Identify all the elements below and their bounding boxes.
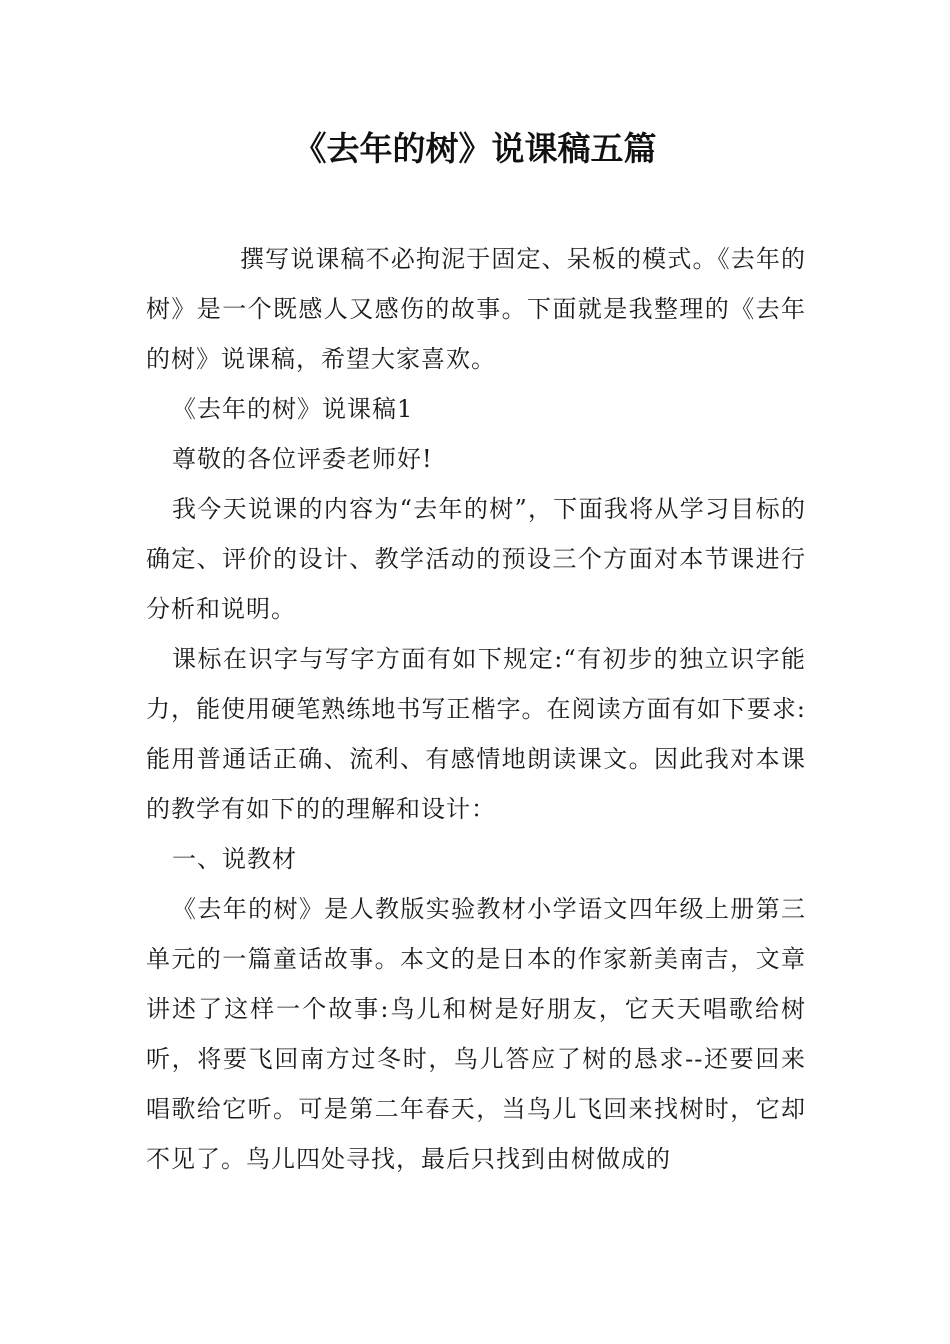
textbook-paragraph: 《去年的树》是人教版实验教材小学语文四年级上册第三单元的一篇童话故事。本文的是日本的作家新美南吉，文章讲述了这样一个故事:鸟儿和树是好朋友，它天天唱歌给树听，将要飞回南方过冬时，鸟儿答应了树的恳求--还要回来唱歌给它听。可是第二年春天，当鸟儿飞回来找树时，它却不见了。鸟儿四处寻找，最后只找到由树做成的 — [146, 895, 806, 1173]
intro-paragraph: 撰写说课稿不必拘泥于固定、呆板的模式。《去年的树》是一个既感人又感伤的故事。下面就是我整理的《去年的树》说课稿，希望大家喜欢。 — [146, 245, 806, 373]
section-heading-1: 《去年的树》说课稿1 — [172, 395, 414, 423]
subheading-textbook: 一、说教材 — [172, 845, 297, 873]
content-paragraph: 我今天说课的内容为“去年的树”，下面我将从学习目标的确定、评价的设计、教学活动的预设三个方面对本节课进行分析和说明。 — [146, 495, 806, 623]
curriculum-paragraph: 课标在识字与写字方面有如下规定:“有初步的独立识字能力，能使用硬笔熟练地书写正楷字。在阅读方面有如下要求:能用普通话正确、流利、有感情地朗读课文。因此我对本课的教学有如下的的理解和设计： — [146, 645, 806, 823]
document-title: 《去年的树》说课稿五篇 — [293, 129, 657, 168]
greeting-paragraph: 尊敬的各位评委老师好! — [172, 445, 433, 473]
document-body — [146, 234, 806, 1184]
